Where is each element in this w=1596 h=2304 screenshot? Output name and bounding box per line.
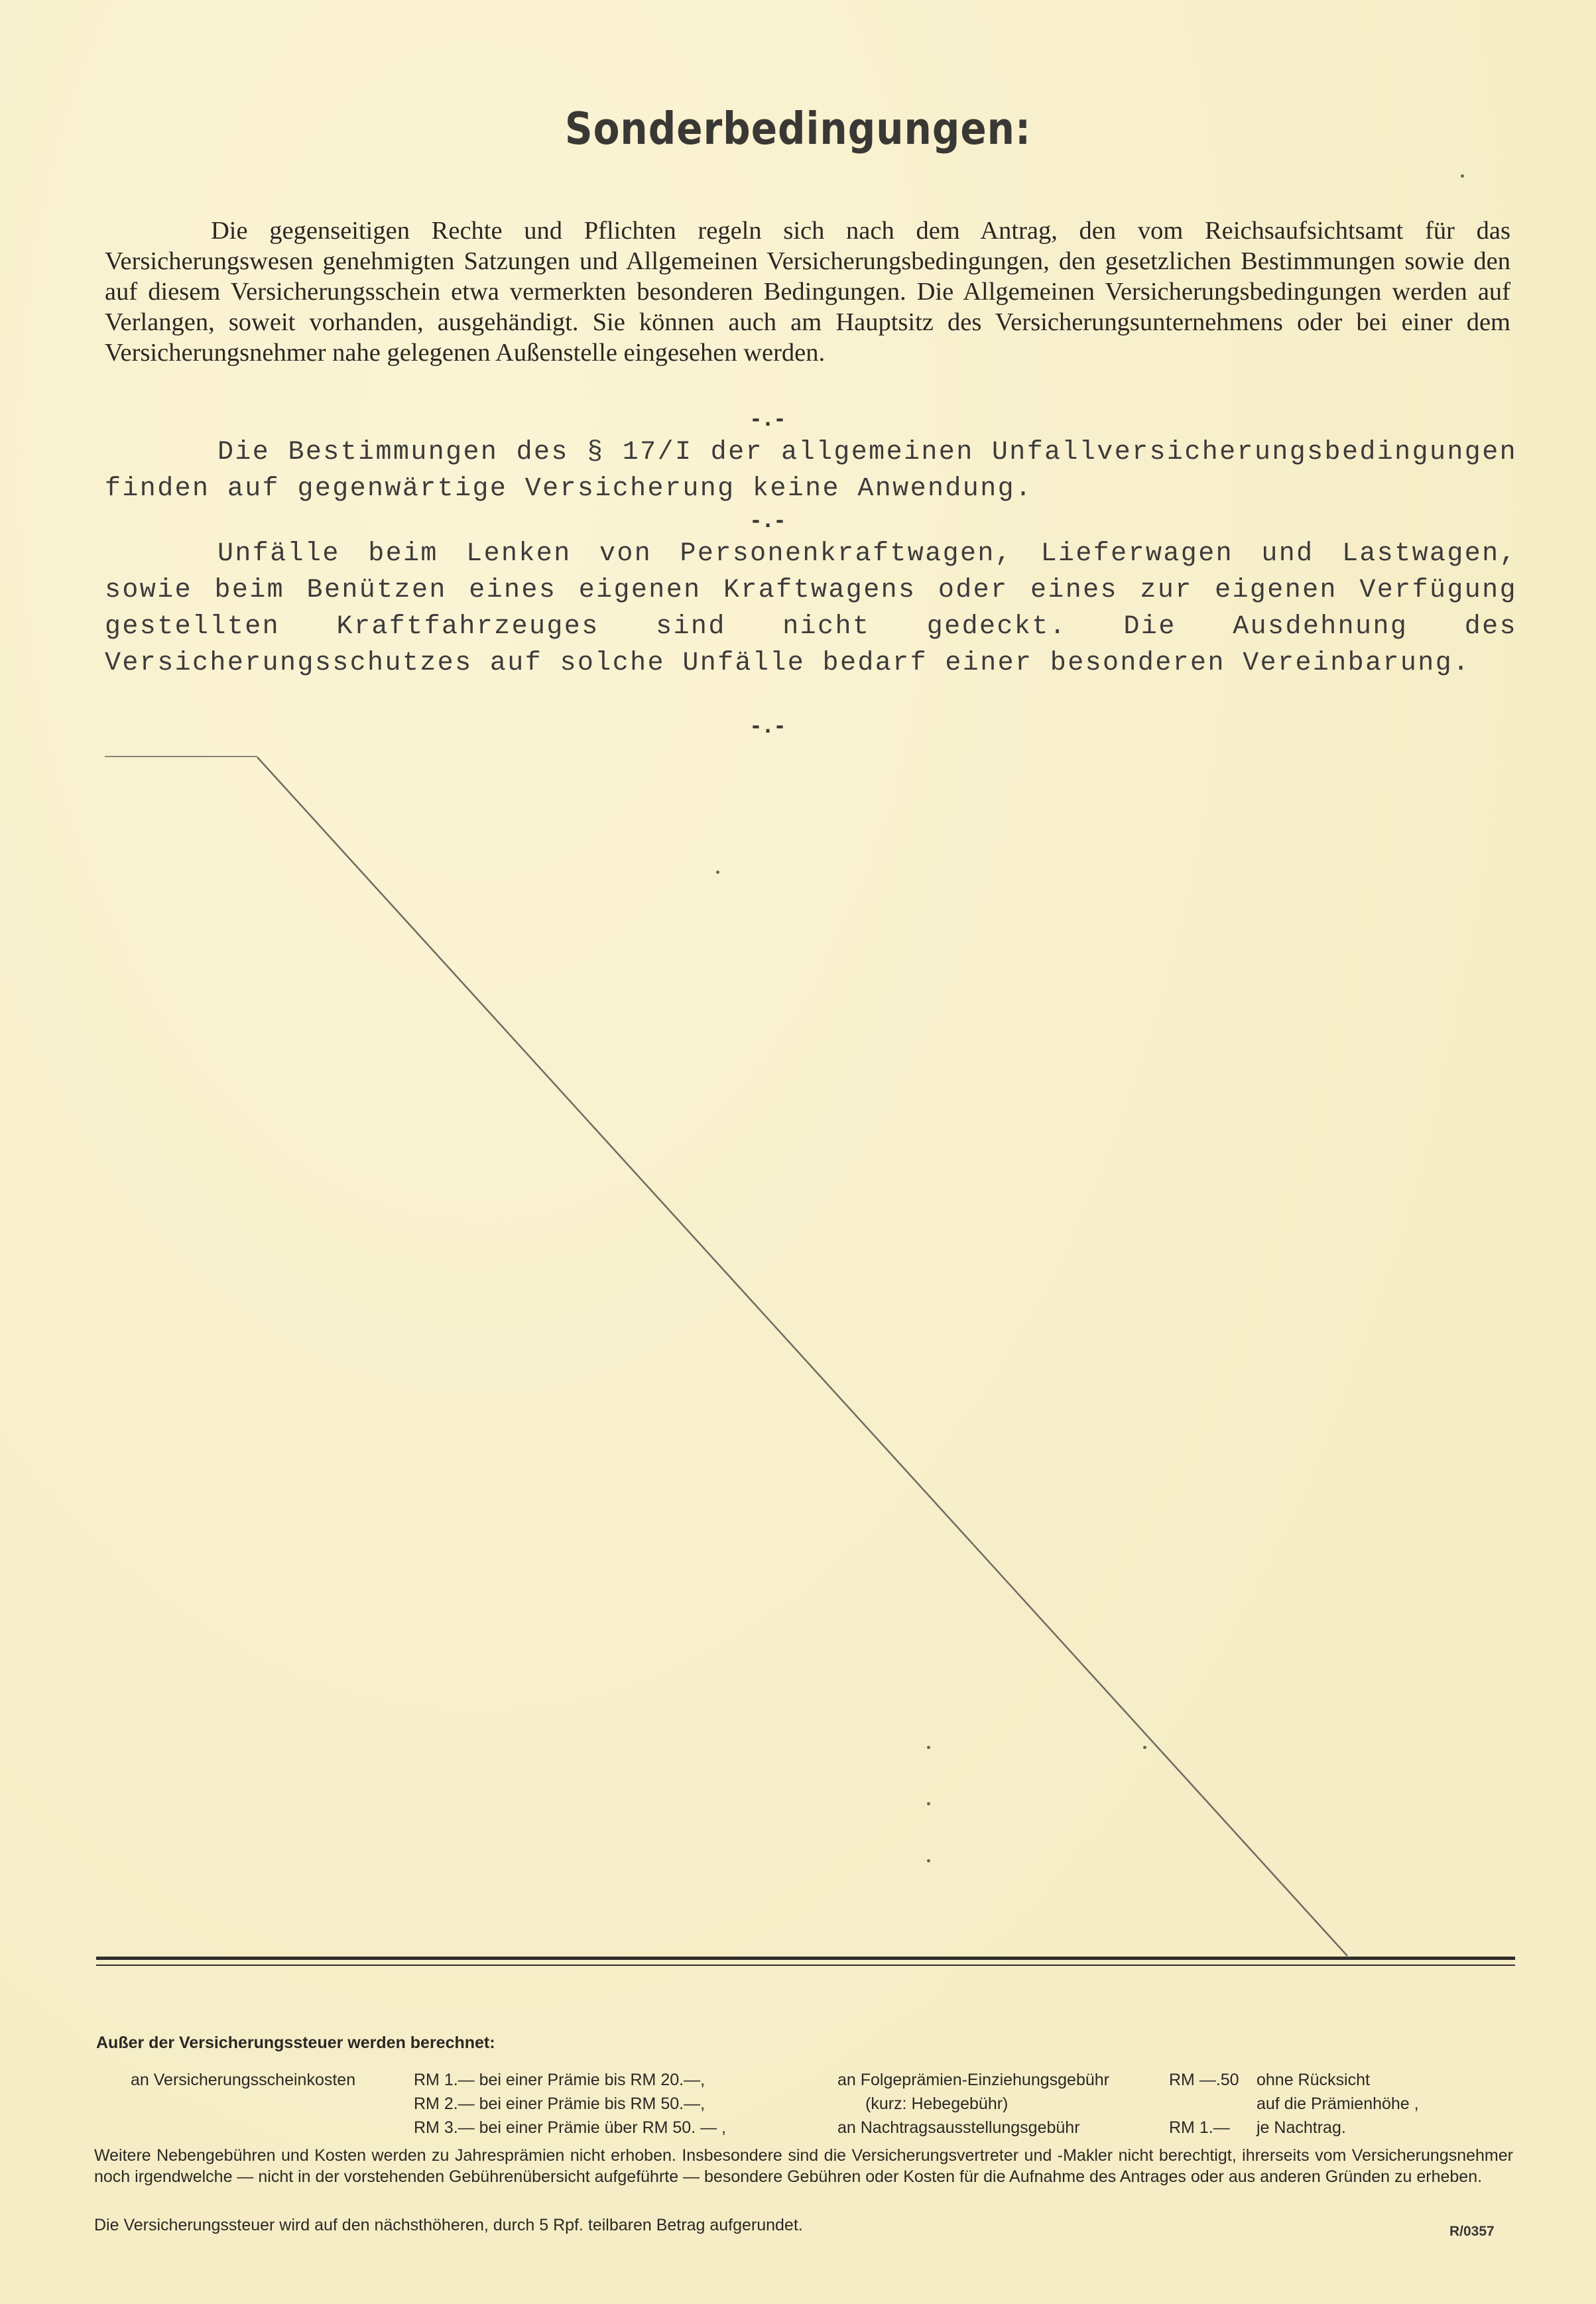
paper-speck — [1461, 174, 1464, 178]
fee-note: je Nachtrag. — [1257, 2118, 1346, 2137]
paper-speck — [927, 1859, 930, 1862]
fee-amount: RM —.50 — [1169, 2071, 1239, 2089]
fee-label-policy: an Versicherungsscheinkosten — [131, 2071, 356, 2089]
paper-speck — [716, 871, 719, 874]
fees-note: Weitere Nebengebühren und Kosten werden zu Jahresprämien nicht erhoben. Insbesondere sind die Versicherungsvertreter und -Makler nicht berechtigt, ihrerseits vom Versicherungsnehmer noch irgendwelche — nicht in der vorstehenden Gebührenübersicht aufgeführte — besondere Gebühren oder Kosten für die Aufnahme des Antrages oder aus anderen Gründen zu erheben. — [94, 2146, 1513, 2186]
paper-speck — [927, 1746, 930, 1749]
tax-note: Die Versicherungssteuer wird auf den nächsthöheren, durch 5 Rpf. teilbaren Betrag aufgerundet. — [94, 2216, 803, 2234]
separator: -.- — [749, 509, 786, 532]
fee-row: RM 1.— bei einer Prämie bis RM 20.—, — [414, 2071, 706, 2089]
footer-rule-thick — [96, 1957, 1515, 1960]
fee-amount: RM 1.— — [1169, 2118, 1230, 2137]
fee-label-collection: an Folgeprämien-Einziehungsgebühr — [837, 2071, 1109, 2089]
fee-label-short: (kurz: Hebegebühr) — [865, 2094, 1009, 2113]
fee-note: ohne Rücksicht — [1257, 2071, 1370, 2089]
footer-rule-thin — [96, 1965, 1515, 1966]
typed-clause-1-text: Die Bestimmungen des § 17/I der allgemeinen Unfallversicherungsbedingungen finden auf gegenwärtige Versicherung keine Anwendung. — [105, 438, 1517, 504]
separator: -.- — [749, 715, 786, 738]
fee-note: auf die Prämienhöhe , — [1257, 2094, 1419, 2113]
paper-speck — [1143, 1746, 1146, 1749]
footer-heading: Außer der Versicherungssteuer werden berechnet: — [96, 2033, 495, 2052]
typed-clause-2-text: Unfälle beim Lenken von Personenkraftwagen, Lieferwagen und Lastwagen, sowie beim Benützen eines eigenen Kraftwagens oder eines zur eigenen Verfügung gestellten Kraftfahrzeuges sind nicht gedeckt. Die Ausdehnung des Versicherungsschutzes auf solche Unfälle bedarf einer besonderen Vereinbarung. — [105, 539, 1517, 678]
fee-row: RM 3.— bei einer Prämie über RM 50. — , — [414, 2118, 726, 2137]
fee-label-amendment: an Nachtragsausstellungsgebühr — [837, 2118, 1080, 2137]
separator: -.- — [749, 408, 786, 431]
form-code: R/0357 — [1449, 2224, 1495, 2239]
intro-paragraph-text: Die gegenseitigen Rechte und Pflichten regeln sich nach dem Antrag, den vom Reichsaufsichtsamt für das Versicherungswesen genehmigten Satzungen und Allgemeinen Versicherungsbedingungen, den gesetzlichen Bestimmungen sowie den auf diesem Versicherungsschein etwa vermerkten besonderen Bedingungen. Die Allgemeinen Versicherungsbedingungen werden auf Verlangen, soweit vorhanden, ausgehändigt. Sie können auch am Hauptsitz des Versicherungsunternehmens oder bei einer dem Versicherungsnehmer nahe gelegenen Außenstelle eingesehen werden. — [105, 217, 1510, 367]
fee-row: RM 2.— bei einer Prämie bis RM 50.—, — [414, 2094, 706, 2113]
page-title: Sonderbedingungen: — [564, 102, 1032, 155]
paper-speck — [927, 1802, 930, 1805]
